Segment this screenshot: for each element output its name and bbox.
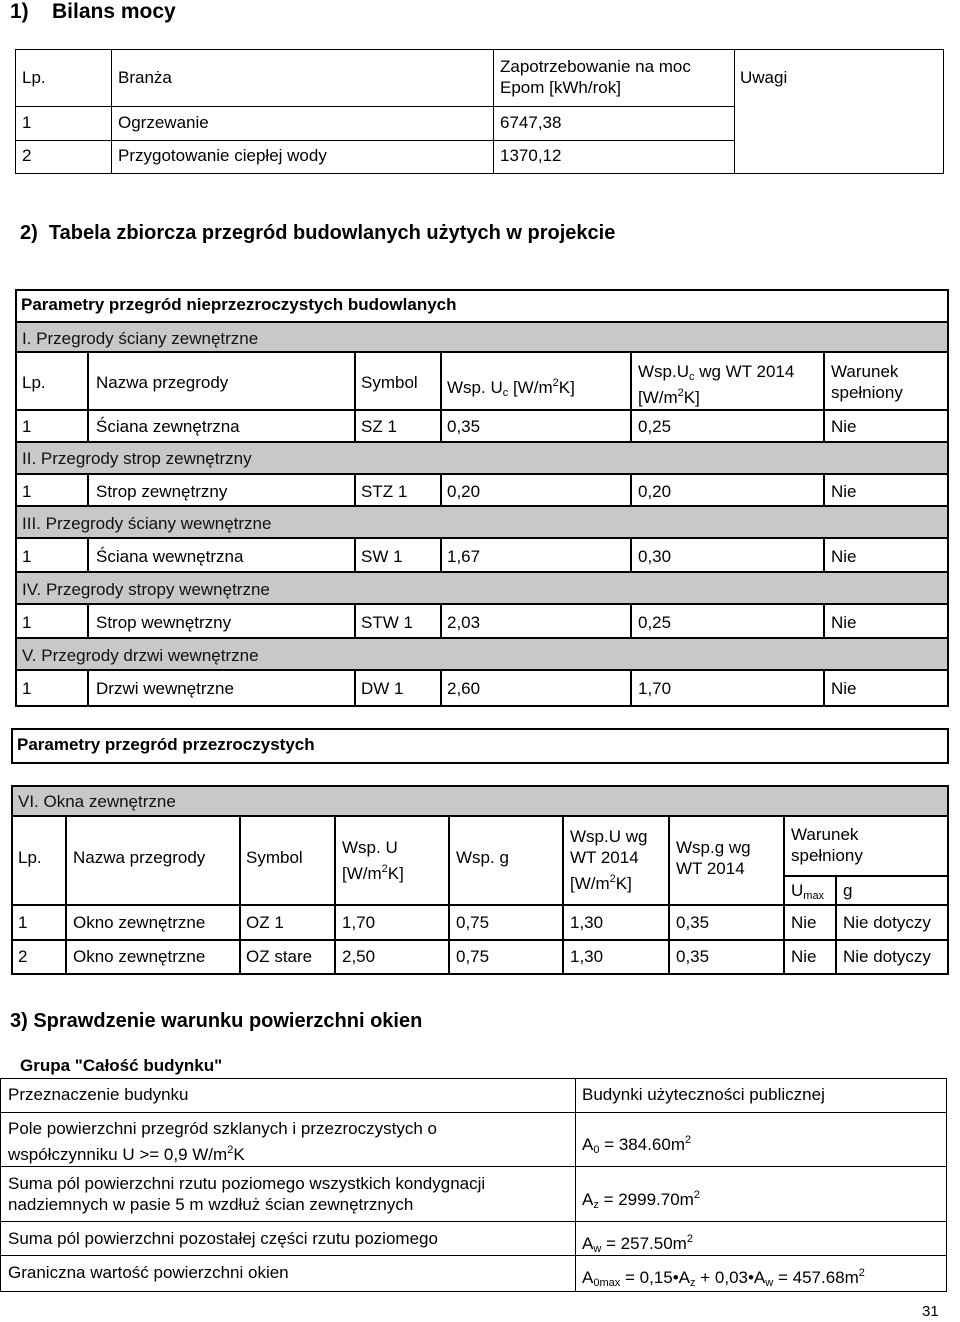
header-branza: Branża — [118, 68, 172, 87]
group-label: IV. Przegrody stropy wewnętrzne — [22, 580, 270, 599]
header-symbol: Symbol — [246, 848, 303, 867]
row-wt: 0,25 — [638, 417, 672, 436]
row-nazwa: Okno zewnętrzne — [73, 913, 206, 932]
row-label: Suma pól powierzchni pozostałej części rzutu poziomego — [8, 1229, 438, 1248]
row-nazwa: Strop zewnętrzny — [96, 482, 228, 501]
row-label: Suma pól powierzchni rzutu poziomego wszystkich kondygnacji — [8, 1174, 486, 1193]
group-label: II. Przegrody strop zewnętrzny — [22, 449, 252, 468]
row-value: 6747,38 — [500, 113, 562, 132]
row-symbol: OZ 1 — [246, 913, 284, 932]
header-demand: Zapotrzebowanie na moc — [500, 57, 691, 76]
header-wt-unit: $[W/m^2K]$ — [638, 387, 700, 407]
row-symbol: STW 1 — [361, 613, 413, 632]
group-label: V. Przegrody drzwi wewnętrzne — [22, 646, 259, 665]
header-lp: Lp. — [22, 373, 46, 392]
header-wt-u-unit: $[W/m^2K]$ — [570, 873, 632, 893]
group-label: VI. Okna zewnętrzne — [18, 792, 176, 811]
group-title: Grupa "Całość budynku" — [20, 1056, 223, 1075]
header-symbol: Symbol — [361, 373, 418, 392]
row-warunek: Nie — [831, 417, 857, 436]
row-g: 0,75 — [456, 913, 490, 932]
header-nazwa: Nazwa przegrody — [73, 848, 206, 867]
header-wsp-u: Wsp. U — [342, 838, 398, 857]
row-nazwa: Strop wewnętrzny — [96, 613, 232, 632]
row-wt: 1,70 — [638, 679, 672, 698]
row-nazwa: Ściana zewnętrzna — [96, 417, 240, 436]
row-u: 1,70 — [342, 913, 376, 932]
row-lp: 1 — [22, 613, 32, 632]
header-warunek: Warunek — [831, 362, 899, 381]
row-warunek: Nie — [831, 482, 857, 501]
header-umax: $U_{max}$ — [791, 881, 825, 902]
header-nazwa: Nazwa przegrody — [96, 373, 229, 392]
header-lp: Lp. — [18, 848, 42, 867]
row-lp: 1 — [22, 482, 32, 501]
row-value: $A_0 = 384.60m^2$ — [582, 1134, 692, 1156]
row-u: 0,35 — [447, 417, 481, 436]
header-uwagi: Uwagi — [740, 68, 788, 87]
header-spelniony: spełniony — [791, 846, 863, 865]
row-symbol: OZ stare — [246, 947, 313, 966]
section-2-title: 2) Tabela zbiorcza przegród budowlanych użytych w projekcie — [20, 222, 616, 244]
header-wsp-u: Wsp. $U_c$ $[W/m^2K]$ — [447, 377, 575, 399]
row-warunek: Nie — [831, 679, 857, 698]
row-symbol: SW 1 — [361, 547, 403, 566]
header-wsp-u-unit: $[W/m^2K]$ — [342, 863, 404, 883]
opaque-title: Parametry przegród nieprzezroczystych budowlanych — [21, 295, 457, 314]
row-lp: 1 — [22, 113, 32, 132]
row-wt-u: 1,30 — [570, 913, 604, 932]
row-symbol: DW 1 — [361, 679, 404, 698]
header-lp: Lp. — [22, 68, 46, 87]
header-wsp-g: Wsp. g — [456, 848, 509, 867]
row-g: 0,75 — [456, 947, 490, 966]
row-value: $A_{0max}$ = $0,15•A_z$ + $0,03•A_w = 457.68m^2$ — [582, 1267, 865, 1289]
row-wt-g: 0,35 — [676, 947, 710, 966]
row-nazwa: Okno zewnętrzne — [73, 947, 206, 966]
header-wt-2014: $Wsp.U_c$ wg WT 2014 — [638, 362, 795, 383]
row-wt-g: 0,35 — [676, 913, 710, 932]
row-lp: 1 — [18, 913, 28, 932]
row-u: 2,60 — [447, 679, 481, 698]
row-lp: 1 — [22, 547, 32, 566]
row-wt: 0,30 — [638, 547, 672, 566]
row-label: Graniczna wartość powierzchni okien — [8, 1263, 289, 1282]
row-label-line2: współczynniku U >= 0,9 $W/m^2K$ — [8, 1144, 245, 1164]
row-label-line2: nadziemnych w pasie 5 m wzdłuż ścian zewnętrznych — [8, 1195, 414, 1214]
header-wt-g-year: WT 2014 — [676, 859, 745, 878]
group-label: I. Przegrody ściany zewnętrzne — [22, 329, 259, 348]
row-u: 2,03 — [447, 613, 481, 632]
row-wt-u: 1,30 — [570, 947, 604, 966]
row-lp: 2 — [18, 947, 28, 966]
row-value: $A_z = 2999.70m^2$ — [582, 1189, 700, 1211]
row-value: Budynki użyteczności publicznej — [582, 1085, 825, 1104]
section-3-title: 3) Sprawdzenie warunku powierzchni okien — [10, 1010, 423, 1032]
transparent-title: Parametry przegród przezroczystych — [17, 735, 315, 754]
header-warunek: Warunek — [791, 825, 859, 844]
row-lp: 1 — [22, 417, 32, 436]
row-label: Przeznaczenie budynku — [8, 1085, 189, 1104]
header-demand-unit: Epom [kWh/rok] — [500, 78, 621, 97]
header-wt-u-year: WT 2014 — [570, 848, 639, 867]
header-spelniony: spełniony — [831, 383, 903, 402]
header-wt-g: Wsp.g wg — [676, 838, 751, 857]
row-lp: 2 — [22, 146, 32, 165]
row-warunek: Nie — [831, 547, 857, 566]
row-u: 1,67 — [447, 547, 481, 566]
row-wt: 0,25 — [638, 613, 672, 632]
row-warunek: Nie — [831, 613, 857, 632]
row-lp: 1 — [22, 679, 32, 698]
row-nazwa: Drzwi wewnętrzne — [96, 679, 234, 698]
row-branza: Przygotowanie ciepłej wody — [118, 146, 327, 165]
row-umax: Nie — [791, 947, 817, 966]
page-number: 31 — [922, 1303, 939, 1320]
row-wt: 0,20 — [638, 482, 672, 501]
row-value: 1370,12 — [500, 146, 562, 165]
row-nazwa: Ściana wewnętrzna — [96, 547, 244, 566]
row-u: 2,50 — [342, 947, 376, 966]
section-1-title: 1) Bilans mocy — [10, 0, 176, 23]
row-g-warunek: Nie dotyczy — [843, 913, 931, 932]
row-g-warunek: Nie dotyczy — [843, 947, 931, 966]
row-symbol: SZ 1 — [361, 417, 397, 436]
group-label: III. Przegrody ściany wewnętrzne — [22, 514, 272, 533]
row-symbol: STZ 1 — [361, 482, 408, 501]
header-g: g — [843, 881, 853, 900]
row-branza: Ogrzewanie — [118, 113, 209, 132]
row-umax: Nie — [791, 913, 817, 932]
header-wt-u: Wsp.U wg — [570, 827, 648, 846]
row-value: $A_w = 257.50m^2$ — [582, 1233, 693, 1255]
row-u: 0,20 — [447, 482, 481, 501]
row-label: Pole powierzchni przegród szklanych i przezroczystych o — [8, 1119, 437, 1138]
